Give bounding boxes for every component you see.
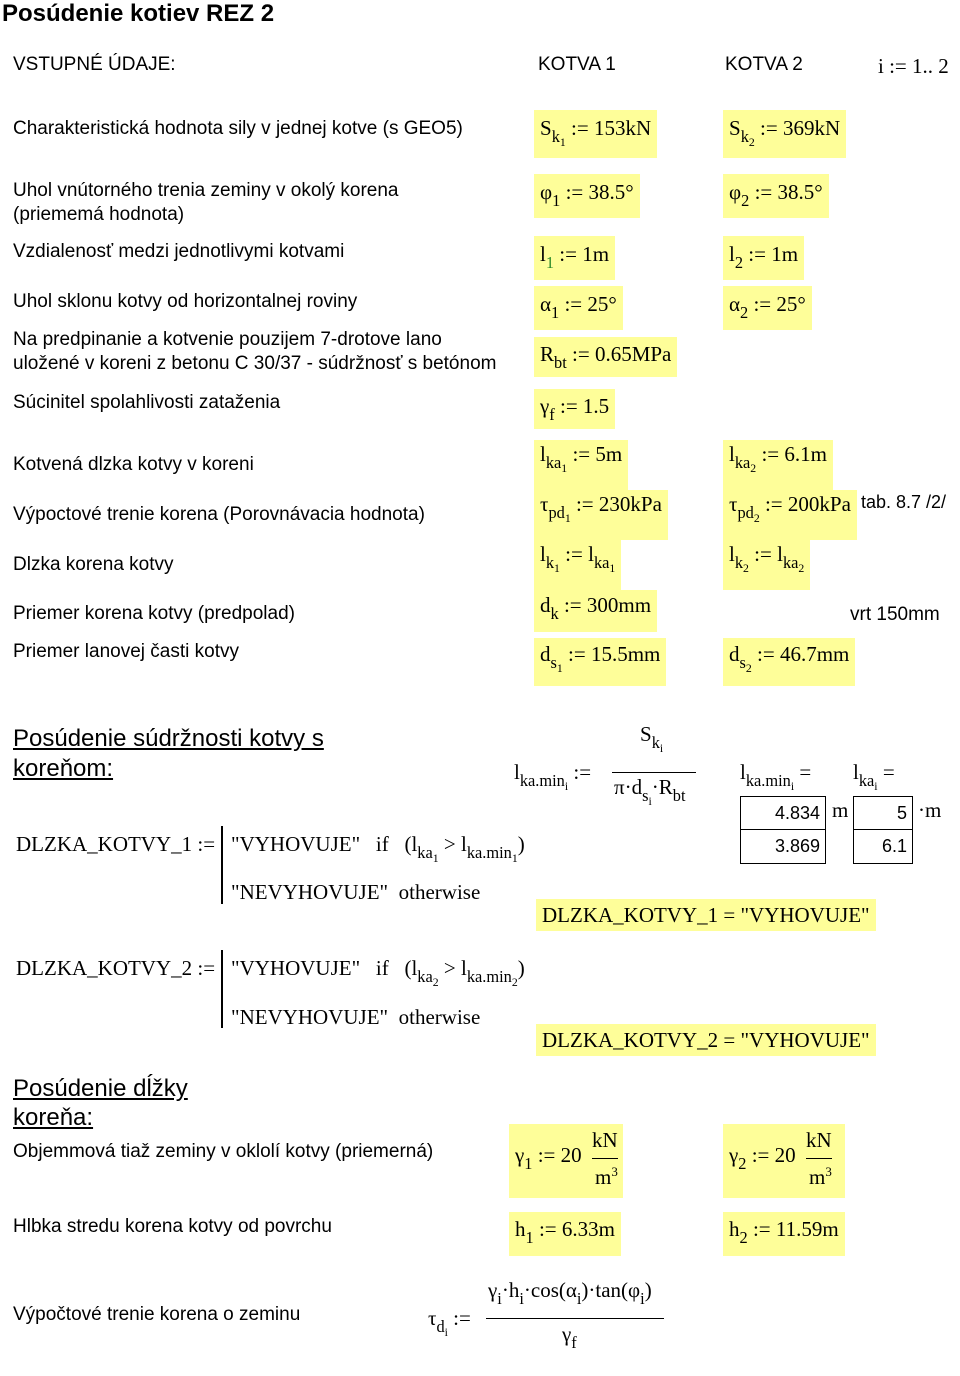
prog1-line2: "NEVYHOVUJE" otherwise	[231, 880, 481, 904]
sk1-equation[interactable]: $S_{k_1}$ := 153kN	[534, 110, 657, 158]
tpd-note: tab. 8.7 /2/	[861, 492, 947, 512]
rbt-value: 0.65MPa	[594, 342, 672, 366]
phi1-equation[interactable]: $\varphi_1$ := 38.5°	[534, 174, 640, 218]
tpd1-equation[interactable]: $\tau_{pd_1}$ := 230kPa	[534, 490, 668, 540]
gamma2-value: 20	[774, 1143, 796, 1167]
h2-equation[interactable]: $h_2$ := 11.59m	[723, 1212, 845, 1256]
result2-box: DLZKA_KOTVY_2 = "VYHOVUJE"	[536, 1024, 876, 1056]
tdi-label: Výpočtové trenie korena o zeminu	[13, 1304, 301, 1325]
lkamin-result-header: $l_{ka.min_i}$ =	[740, 760, 812, 794]
gamma2-unit-den: m	[809, 1165, 826, 1189]
result1-box: DLZKA_KOTVY_1 = "VYHOVUJE"	[536, 899, 876, 931]
section-heading-sudrznost: Posúdenie súdržnosti kotvy s	[13, 725, 324, 752]
lka-result-1: 5	[854, 797, 912, 830]
rbt-label-line2: uložené v koreni z betonu C 30/37 - súdržnosť s betónom	[13, 353, 497, 374]
lka2-equation[interactable]: $l_{ka_2}$ := 6.1m	[723, 440, 833, 490]
lkamin-result-2: 3.869	[774, 836, 820, 856]
lka1-equation[interactable]: $l_{ka_1}$ := 5m	[534, 440, 628, 490]
l-label: Vzdialenosť medzi jednotlivymi kotvami	[13, 241, 345, 262]
tpd-label: Výpoctové trenie korena (Porovnávacia hodnota)	[13, 504, 425, 525]
alpha1-equation[interactable]: $\alpha_1$ := 25°	[534, 286, 623, 330]
alpha2-equation[interactable]: $\alpha_2$ := 25°	[723, 286, 812, 330]
gamma1-value: 20	[560, 1143, 582, 1167]
dk-value: 300mm	[586, 593, 652, 617]
lk2-equation[interactable]: $l_{k_2}$ := $l_{ka_2}$	[723, 540, 810, 590]
gamma-label: Objemmová tiaž zeminy v oklolí kotvy (priemerná)	[13, 1141, 434, 1162]
h1-equation[interactable]: $h_1$ := 6.33m	[509, 1212, 621, 1256]
phi2-value: 38.5°	[777, 180, 823, 204]
tdi-fraction-bar	[486, 1318, 664, 1319]
phi-label-line1: Uhol vnútorného trenia zeminy v okolý korena	[13, 180, 399, 201]
lkamin-fraction-bar	[612, 772, 696, 773]
gf-equation[interactable]: $\gamma_f$ := 1.5	[534, 389, 615, 429]
gamma1-equation[interactable]: $\gamma_1$ := 20 kN $m^3$	[509, 1124, 623, 1198]
h1-value: 6.33m	[561, 1217, 615, 1241]
prog1-name: DLZKA_KOTVY_1 :=	[16, 832, 216, 856]
alpha1-value: 25°	[587, 292, 617, 316]
gamma2-equation[interactable]: $\gamma_2$ := 20 kN $m^3$	[723, 1124, 845, 1198]
lka-result-header: $l_{ka_i}$ =	[853, 760, 895, 794]
ds1-equation[interactable]: $d_{s_1}$ := 15.5mm	[534, 638, 666, 686]
header-kotva1: KOTVA 1	[538, 54, 616, 75]
gf-label: Súcinitel spolahlivosti zataženia	[13, 392, 281, 413]
l2-value: 1m	[771, 242, 799, 266]
alpha-label: Uhol sklonu kotvy od horizontalnej roviny	[13, 291, 358, 312]
phi-label-line2: (priememá hodnota)	[13, 204, 185, 225]
dk-label: Priemer korena kotvy (predpolad)	[13, 603, 295, 624]
l1-equation[interactable]: $l_1$ := 1m	[534, 236, 615, 280]
sk2-value: 369kN	[782, 116, 841, 140]
lka1-value: 5m	[595, 442, 623, 466]
sk2-equation[interactable]: $S_{k_2}$ := 369kN	[723, 110, 846, 158]
ds-label: Priemer lanovej časti kotvy	[13, 641, 239, 662]
gamma2-unit-num: kN	[806, 1128, 832, 1152]
phi2-equation[interactable]: $\varphi_2$ := 38.5°	[723, 174, 829, 218]
sk-label: Charakteristická hodnota sily v jednej kotve (s GEO5)	[13, 118, 463, 139]
sk1-value: 153kN	[593, 116, 652, 140]
gamma1-unit-num: kN	[592, 1128, 618, 1152]
h2-value: 11.59m	[775, 1217, 839, 1241]
gf-value: 1.5	[582, 394, 610, 418]
rbt-label-line1: Na predpinanie a kotvenie pouzijem 7-drotove lano	[13, 329, 442, 350]
prog2-name: DLZKA_KOTVY_2 :=	[16, 956, 216, 980]
lka-label: Kotvená dlzka kotvy v koreni	[13, 454, 254, 475]
ds2-value: 46.7mm	[779, 642, 850, 666]
lka-result-unit: ·m	[918, 798, 942, 822]
tpd1-value: 230kPa	[598, 492, 662, 516]
lkamin-result-1: 4.834	[741, 797, 825, 830]
lkamin-formula-lhs: $l_{ka.min_i}$ :=	[514, 760, 592, 794]
lkamin-result-table	[740, 796, 826, 864]
prog1-line1: "VYHOVUJE" if $(l_{ka_1} > l_{ka.min_1})$	[231, 832, 525, 866]
tdi-formula-num: $\gamma_i\cdot h_i\cdot\cos(\alpha_i)\cdot\tan(\varphi_i)$	[488, 1278, 652, 1309]
lkamin-formula-num: $S_{k_i}$	[640, 722, 664, 756]
tpd2-value: 200kPa	[787, 492, 851, 516]
prog2-line2: "NEVYHOVUJE" otherwise	[231, 1005, 481, 1029]
l2-equation[interactable]: $l_2$ := 1m	[723, 236, 804, 280]
dk-equation[interactable]: $d_k$ := 300mm	[534, 590, 657, 632]
tpd2-equation[interactable]: $\tau_{pd_2}$ := 200kPa	[723, 490, 857, 540]
phi1-value: 38.5°	[588, 180, 634, 204]
section-heading-dlzka: Posúdenie dĺžky	[13, 1075, 188, 1102]
lk-label: Dlzka korena kotvy	[13, 554, 174, 575]
page-title: Posúdenie kotiev REZ 2	[2, 0, 275, 27]
dk-note: vrt 150mm	[850, 604, 940, 625]
lkamin-result-unit: m	[832, 798, 849, 822]
gamma1-unit-den: m	[595, 1165, 612, 1189]
header-kotva2: KOTVA 2	[725, 54, 803, 75]
section-heading-sudrznost-line2: koreňom:	[13, 755, 114, 782]
tdi-formula-lhs: $\tau_{d_i}$ :=	[428, 1306, 471, 1340]
prog2-bracket	[221, 950, 223, 1028]
ds2-equation[interactable]: $d_{s_2}$ := 46.7mm	[723, 638, 855, 686]
section-heading-dlzka-line2: koreňa:	[13, 1104, 94, 1131]
lka2-value: 6.1m	[784, 442, 827, 466]
lkamin-formula-den: $\pi\cdot d_{s_i}\cdot R_{bt}$	[614, 775, 686, 809]
lka-result-2: 6.1	[881, 836, 907, 856]
h-label: Hlbka stredu korena kotvy od povrchu	[13, 1216, 332, 1237]
l1-value: 1m	[582, 242, 610, 266]
lka-result-table	[853, 796, 913, 864]
prog2-line1: "VYHOVUJE" if $(l_{ka_2} > l_{ka.min_2})$	[231, 956, 525, 990]
lk1-equation[interactable]: $l_{k_1}$ := $l_{ka_1}$	[534, 540, 621, 590]
prog1-bracket	[221, 826, 223, 904]
ds1-value: 15.5mm	[590, 642, 661, 666]
rbt-equation[interactable]: $R_{bt}$ := 0.65MPa	[534, 337, 677, 377]
range-definition: i := 1.. 2	[878, 54, 949, 78]
header-vstup: VSTUPNÉ ÚDAJE:	[13, 54, 176, 75]
tdi-formula-den: $\gamma_f$	[562, 1322, 577, 1353]
alpha2-value: 25°	[776, 292, 806, 316]
